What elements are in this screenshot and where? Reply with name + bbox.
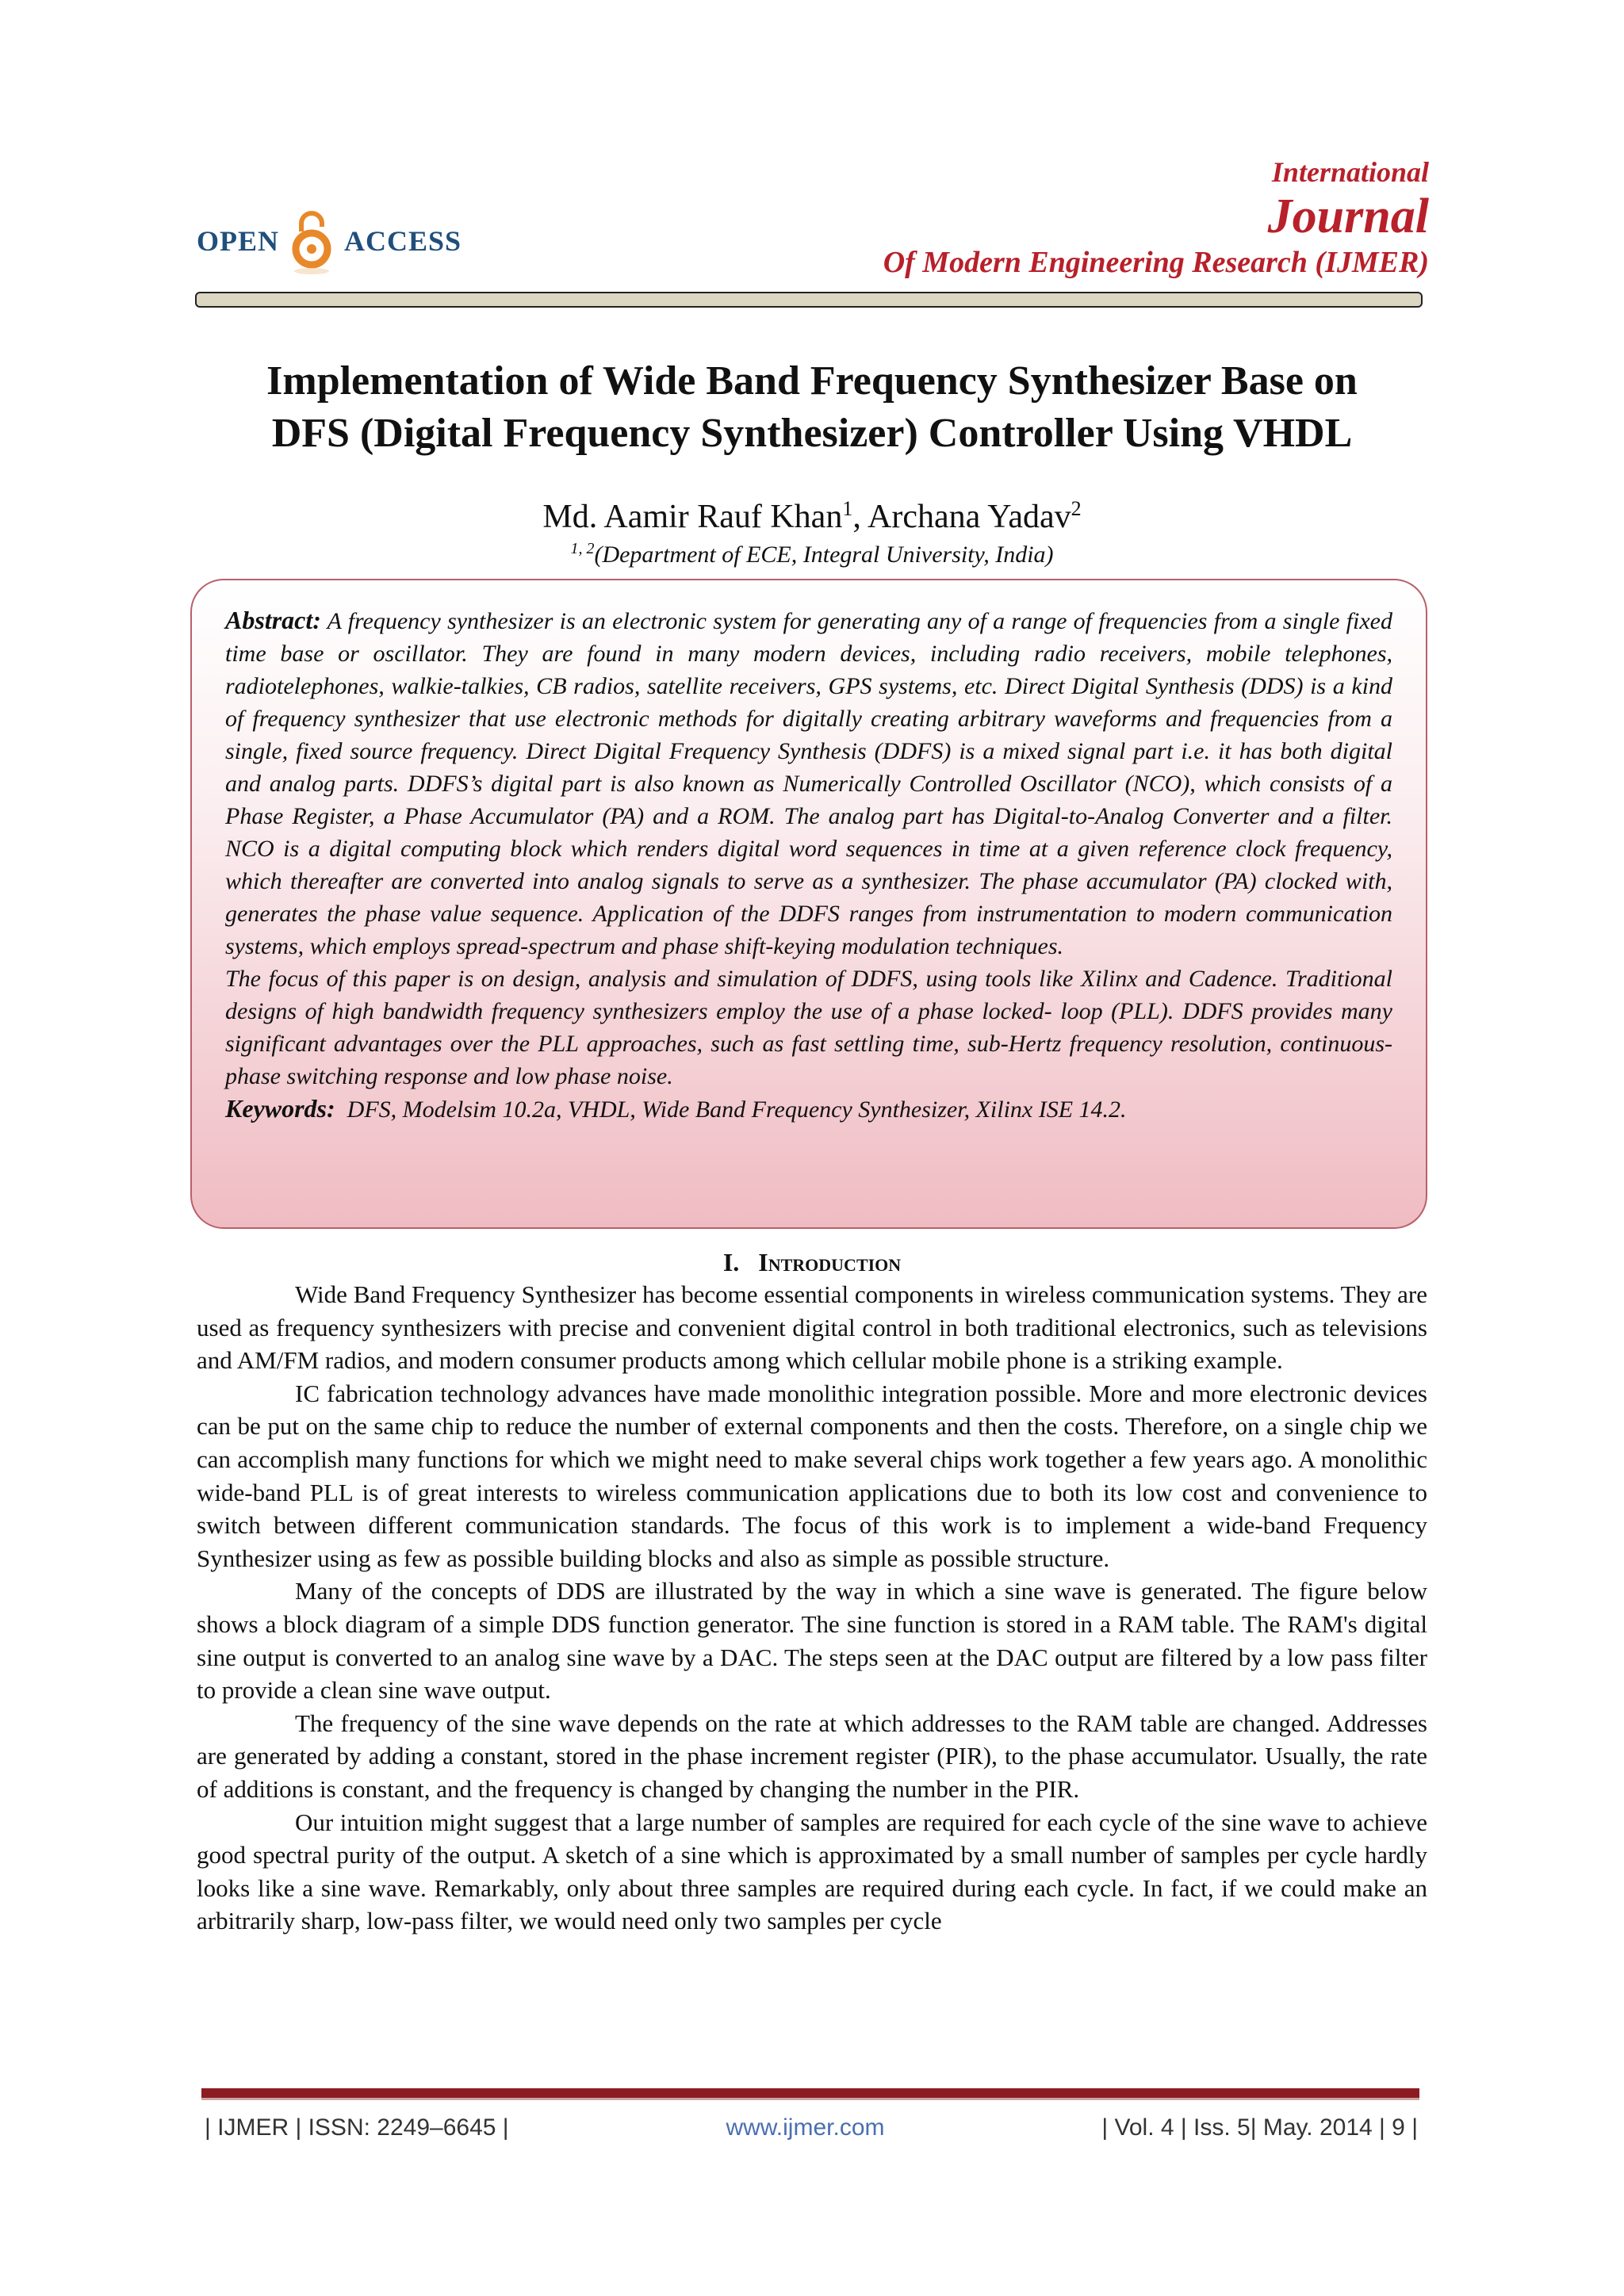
section-heading-introduction [159, 1246, 1465, 1278]
journal-line-journal: Journal [1267, 189, 1429, 243]
body-paragraph: Many of the concepts of DDS are illustrated by the way in which a sine wave is generated. The figure below shows a block diagram of a simple DDS function generator. The sine function is stored in a RAM table. The RAM's digital sine output is converted to an analog sine wave by a DAC. The steps seen at the DAC output are filtered by a low pass filter to provide a clean sine wave output. [197, 1577, 1427, 1705]
open-access-lock-icon [290, 208, 333, 274]
author-2: Archana Yadav [868, 499, 1071, 535]
section-number: I. [722, 1248, 740, 1276]
keywords-text: DFS, Modelsim 10.2a, VHDL, Wide Band Frequency Synthesizer, Xilinx ISE 14.2. [347, 1096, 1127, 1123]
author-2-affil-mark: 2 [1071, 497, 1082, 520]
page-footer [205, 2112, 1418, 2144]
abstract-paragraph-1 [225, 604, 1392, 962]
journal-line-name: Of Modern Engineering Research (IJMER) [883, 246, 1429, 279]
paper-title-line1: Implementation of Wide Band Frequency Synthesizer Base on [266, 358, 1358, 404]
journal-masthead [883, 155, 1429, 281]
keywords-label: Keywords: [225, 1094, 335, 1123]
body-text [197, 1278, 1427, 1938]
open-access-right-text: ACCESS [344, 225, 462, 257]
author-separator: , [852, 499, 868, 535]
footer-rule [201, 2088, 1419, 2100]
author-1: Md. Aamir Rauf Khan [542, 499, 843, 535]
abstract-label: Abstract: [225, 606, 321, 634]
section-title-text: Introduction [758, 1248, 902, 1276]
body-paragraph: Wide Band Frequency Synthesizer has become essential components in wireless communication systems. They are used as frequency synthesizers with precise and convenient digital control in both traditional electronics, such as televisions and AM/FM radios, and modern consumer products among which cellular mobile phone is a striking example. [197, 1280, 1427, 1375]
affiliation-text: (Department of ECE, Integral University, India) [594, 541, 1054, 568]
open-access-left-text: OPEN [197, 225, 280, 257]
abstract-box [190, 579, 1427, 1229]
author-1-affil-mark: 1 [842, 497, 853, 520]
affiliation-mark: 1, 2 [570, 540, 595, 557]
paper-title-line2: DFS (Digital Frequency Synthesizer) Controller Using VHDL [271, 411, 1353, 456]
affiliation [159, 533, 1465, 571]
paper-title [159, 355, 1465, 460]
abstract-text-1: A frequency synthesizer is an electronic system for generating any of a range of frequencies from a single fixed time base or oscillator. They are found in many modern devices, including radio receivers, mobile telephones, radiotelephones, walkie-talkies, CB radios, satellite receivers, GPS systems, etc. Direct Digital Synthesis (DDS) is a kind of frequency synthesizer that use electronic methods for digitally creating arbitrary waveforms and frequencies from a single, fixed source frequency. Direct Digital Frequency Synthesis (DDFS) is a mixed signal part i.e. it has both digital and analog parts. DDFS’s digital part is also known as Numerically Controlled Oscillator (NCO), which consists of a Phase Register, a Phase Accumulator (PA) and a ROM. The analog part has Digital-to-Analog Converter and a filter. NCO is a digital computing block which renders digital word sequences in time at a given reference clock frequency, which thereafter are converted into analog signals to serve as a synthesizer. The phase accumulator (PA) clocked with, generates the phase value sequence. Application of the DDFS ranges from instrumentation to modern communication systems, which employs spread-spectrum and phase shift-keying modulation techniques. [225, 608, 1392, 959]
body-paragraph: Our intuition might suggest that a large number of samples are required for each cycle of the sine wave to achieve good spectral purity of the output. A sketch of a sine which is approximated by a small number of samples per cycle hardly looks like a sine wave. Remarkably, only about three samples are required during each cycle. In fact, if we could make an arbitrarily sharp, low-pass filter, we would need only two samples per cycle [197, 1808, 1427, 1935]
footer-journal-issn: | IJMER | ISSN: 2249–6645 | [205, 2114, 509, 2141]
journal-line-international: International [1271, 156, 1429, 188]
footer-website-link[interactable]: www.ijmer.com [726, 2114, 885, 2141]
abstract-paragraph-2: The focus of this paper is on design, analysis and simulation of DDFS, using tools like Xilinx and Cadence. Traditional designs of high bandwidth frequency synthesizers employ the use of a phase locked- loop (PLL). DDFS provides many significant advantages over the PLL approaches, such as fast settling time, sub-Hertz frequency resolution, continuous-phase switching response and low phase noise. [225, 966, 1392, 1089]
open-access-logo [197, 208, 462, 274]
footer-volume-page: | Vol. 4 | Iss. 5| May. 2014 | 9 | [1101, 2114, 1418, 2141]
body-paragraph: The frequency of the sine wave depends on the rate at which addresses to the RAM table are changed. Addresses are generated by adding a constant, stored in the phase increment register (PIR), to the phase accumulator. Usually, the rate of additions is constant, and the frequency is changed by changing the number in the PIR. [197, 1709, 1427, 1803]
body-paragraph: IC fabrication technology advances have made monolithic integration possible. More and more electronic devices can be put on the same chip to reduce the number of external components and then the costs. Therefore, on a single chip we can accomplish many functions for which we might need to make several chips work together a few years ago. A monolithic wide-band PLL is of great interests to wireless communication applications due to both its low cost and convenience to switch between different communication standards. The focus of this work is to implement a wide-band Frequency Synthesizer using as few as possible building blocks and also as simple as possible structure. [197, 1379, 1427, 1572]
author-list [159, 488, 1465, 538]
header-divider-bar [195, 292, 1423, 308]
keywords-line [225, 1093, 1392, 1126]
